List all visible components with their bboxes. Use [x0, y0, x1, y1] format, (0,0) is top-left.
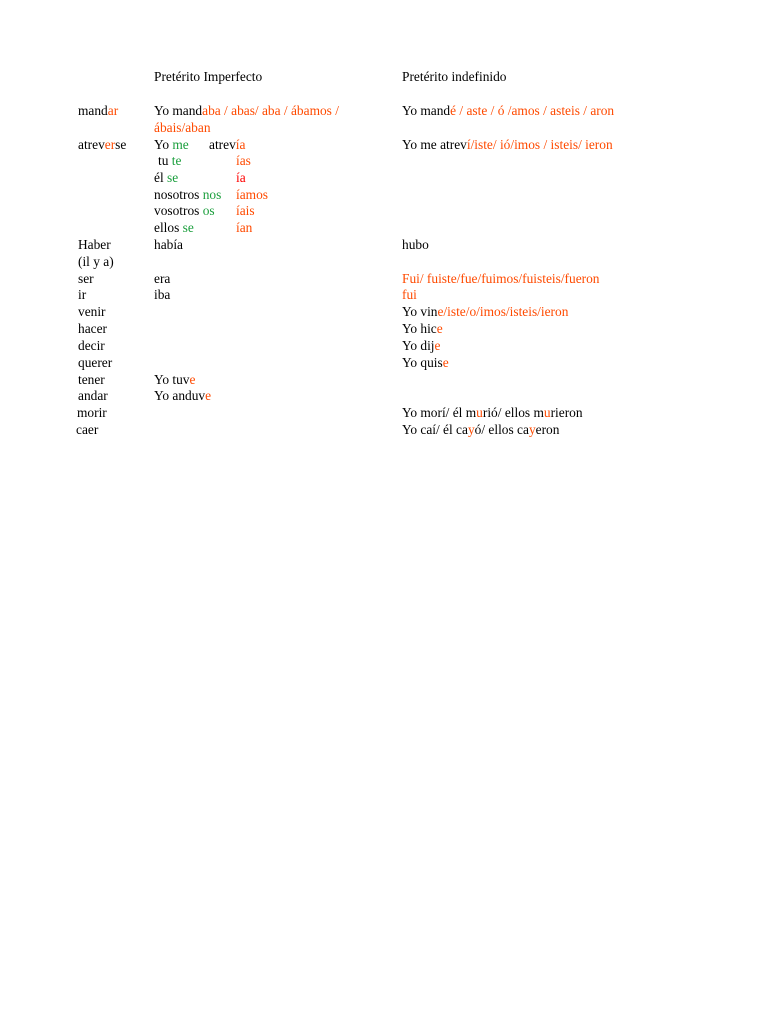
conjugation-ending: e [436, 321, 443, 336]
indefinido-caer: Yo caí/ él cayó/ ellos cayeron [402, 422, 560, 437]
indefinido-decir: Yo dije [402, 338, 441, 353]
imperfecto-atreverse-nosotros-ending: íamos [236, 187, 268, 202]
stem-change: y [528, 422, 536, 437]
imperfecto-atreverse-nosotros: nosotros nos [154, 187, 222, 202]
imperfecto-ser: era [154, 271, 171, 286]
imperfecto-mandar-line-1: Yo mandaba / abas/ aba / ábamos / [154, 103, 339, 118]
verb-andar: andar [78, 388, 108, 403]
stem-change: y [467, 422, 475, 437]
imperfecto-atreverse-vosotros-ending: íais [236, 203, 255, 218]
imperfecto-haber: había [154, 237, 183, 252]
verb-atreverse: atreverse [78, 137, 127, 152]
verb-haber: Haber [78, 237, 111, 252]
reflexive-pronoun: nos [202, 187, 222, 202]
indefinido-haber: hubo [402, 237, 429, 252]
verb-tener: tener [78, 372, 105, 387]
verb-querer: querer [78, 355, 113, 370]
verb-mandar: mandar [78, 103, 119, 118]
verb-haber-note: (il y a) [78, 254, 114, 269]
verb-hacer: hacer [78, 321, 107, 336]
reflexive-pronoun: se [182, 220, 194, 235]
conjugation-ending: e [205, 388, 212, 403]
stem-change: u [476, 405, 483, 420]
conjugation-ending: e [442, 355, 449, 370]
conjugation-endings: í/iste/ ió/imos / isteis/ ieron [466, 137, 613, 152]
imperfecto-andar: Yo anduve [154, 388, 212, 403]
indefinido-ser: Fui/ fuiste/fue/fuimos/fuisteis/fueron [402, 271, 600, 286]
stem-change: u [543, 405, 551, 420]
imperfecto-atreverse-yo-verb: atrevía [209, 137, 246, 152]
verb-morir: morir [77, 405, 107, 420]
verb-ir: ir [78, 287, 87, 302]
conjugation-ending: e [434, 338, 441, 353]
infinitive-ending: er [104, 137, 116, 152]
indefinido-querer: Yo quise [402, 355, 449, 370]
indefinido-atreverse: Yo me atreví/iste/ ió/imos / isteis/ ieron [402, 137, 613, 152]
imperfecto-atreverse-el-ending: ía [236, 170, 246, 185]
indefinido-mandar: Yo mandé / aste / ó /amos / asteis / aron [402, 103, 615, 118]
imperfecto-ir: iba [154, 287, 171, 302]
indefinido-ir: fui [402, 287, 417, 302]
reflexive-pronoun: te [171, 153, 182, 168]
conjugation-endings: é / aste / ó /amos / asteis / aron [450, 103, 615, 118]
imperfecto-atreverse-el: él se [154, 170, 179, 185]
verb-ser: ser [78, 271, 94, 286]
verb-venir: venir [78, 304, 106, 319]
reflexive-pronoun: os [202, 203, 215, 218]
reflexive-pronoun: se [167, 170, 179, 185]
imperfecto-atreverse-ellos: ellos se [154, 220, 194, 235]
header-preterito-indefinido: Pretérito indefinido [402, 69, 507, 84]
imperfecto-atreverse-ellos-ending: ían [236, 220, 253, 235]
imperfecto-atreverse-tu-ending: ías [236, 153, 251, 168]
reflexive-pronoun: me [172, 137, 189, 152]
conjugation-ending: ía [235, 137, 246, 152]
conjugation-endings: e/iste/o/imos/isteis/ieron [437, 304, 569, 319]
imperfecto-atreverse-tu: tu te [158, 153, 182, 168]
indefinido-morir: Yo morí/ él murió/ ellos murieron [402, 405, 583, 420]
header-preterito-imperfecto: Pretérito Imperfecto [154, 69, 263, 84]
imperfecto-tener: Yo tuve [154, 372, 196, 387]
conjugation-ending: e [189, 372, 196, 387]
verb-caer: caer [76, 422, 99, 437]
conjugation-endings: aba / abas/ aba / ábamos / [202, 103, 339, 118]
verb-decir: decir [78, 338, 105, 353]
indefinido-venir: Yo vine/iste/o/imos/isteis/ieron [402, 304, 569, 319]
infinitive-ending: ar [107, 103, 119, 118]
indefinido-hacer: Yo hice [402, 321, 443, 336]
imperfecto-atreverse-vosotros: vosotros os [154, 203, 215, 218]
imperfecto-mandar-line-2: ábais/aban [154, 120, 211, 135]
imperfecto-atreverse-yo: Yo me [154, 137, 189, 152]
